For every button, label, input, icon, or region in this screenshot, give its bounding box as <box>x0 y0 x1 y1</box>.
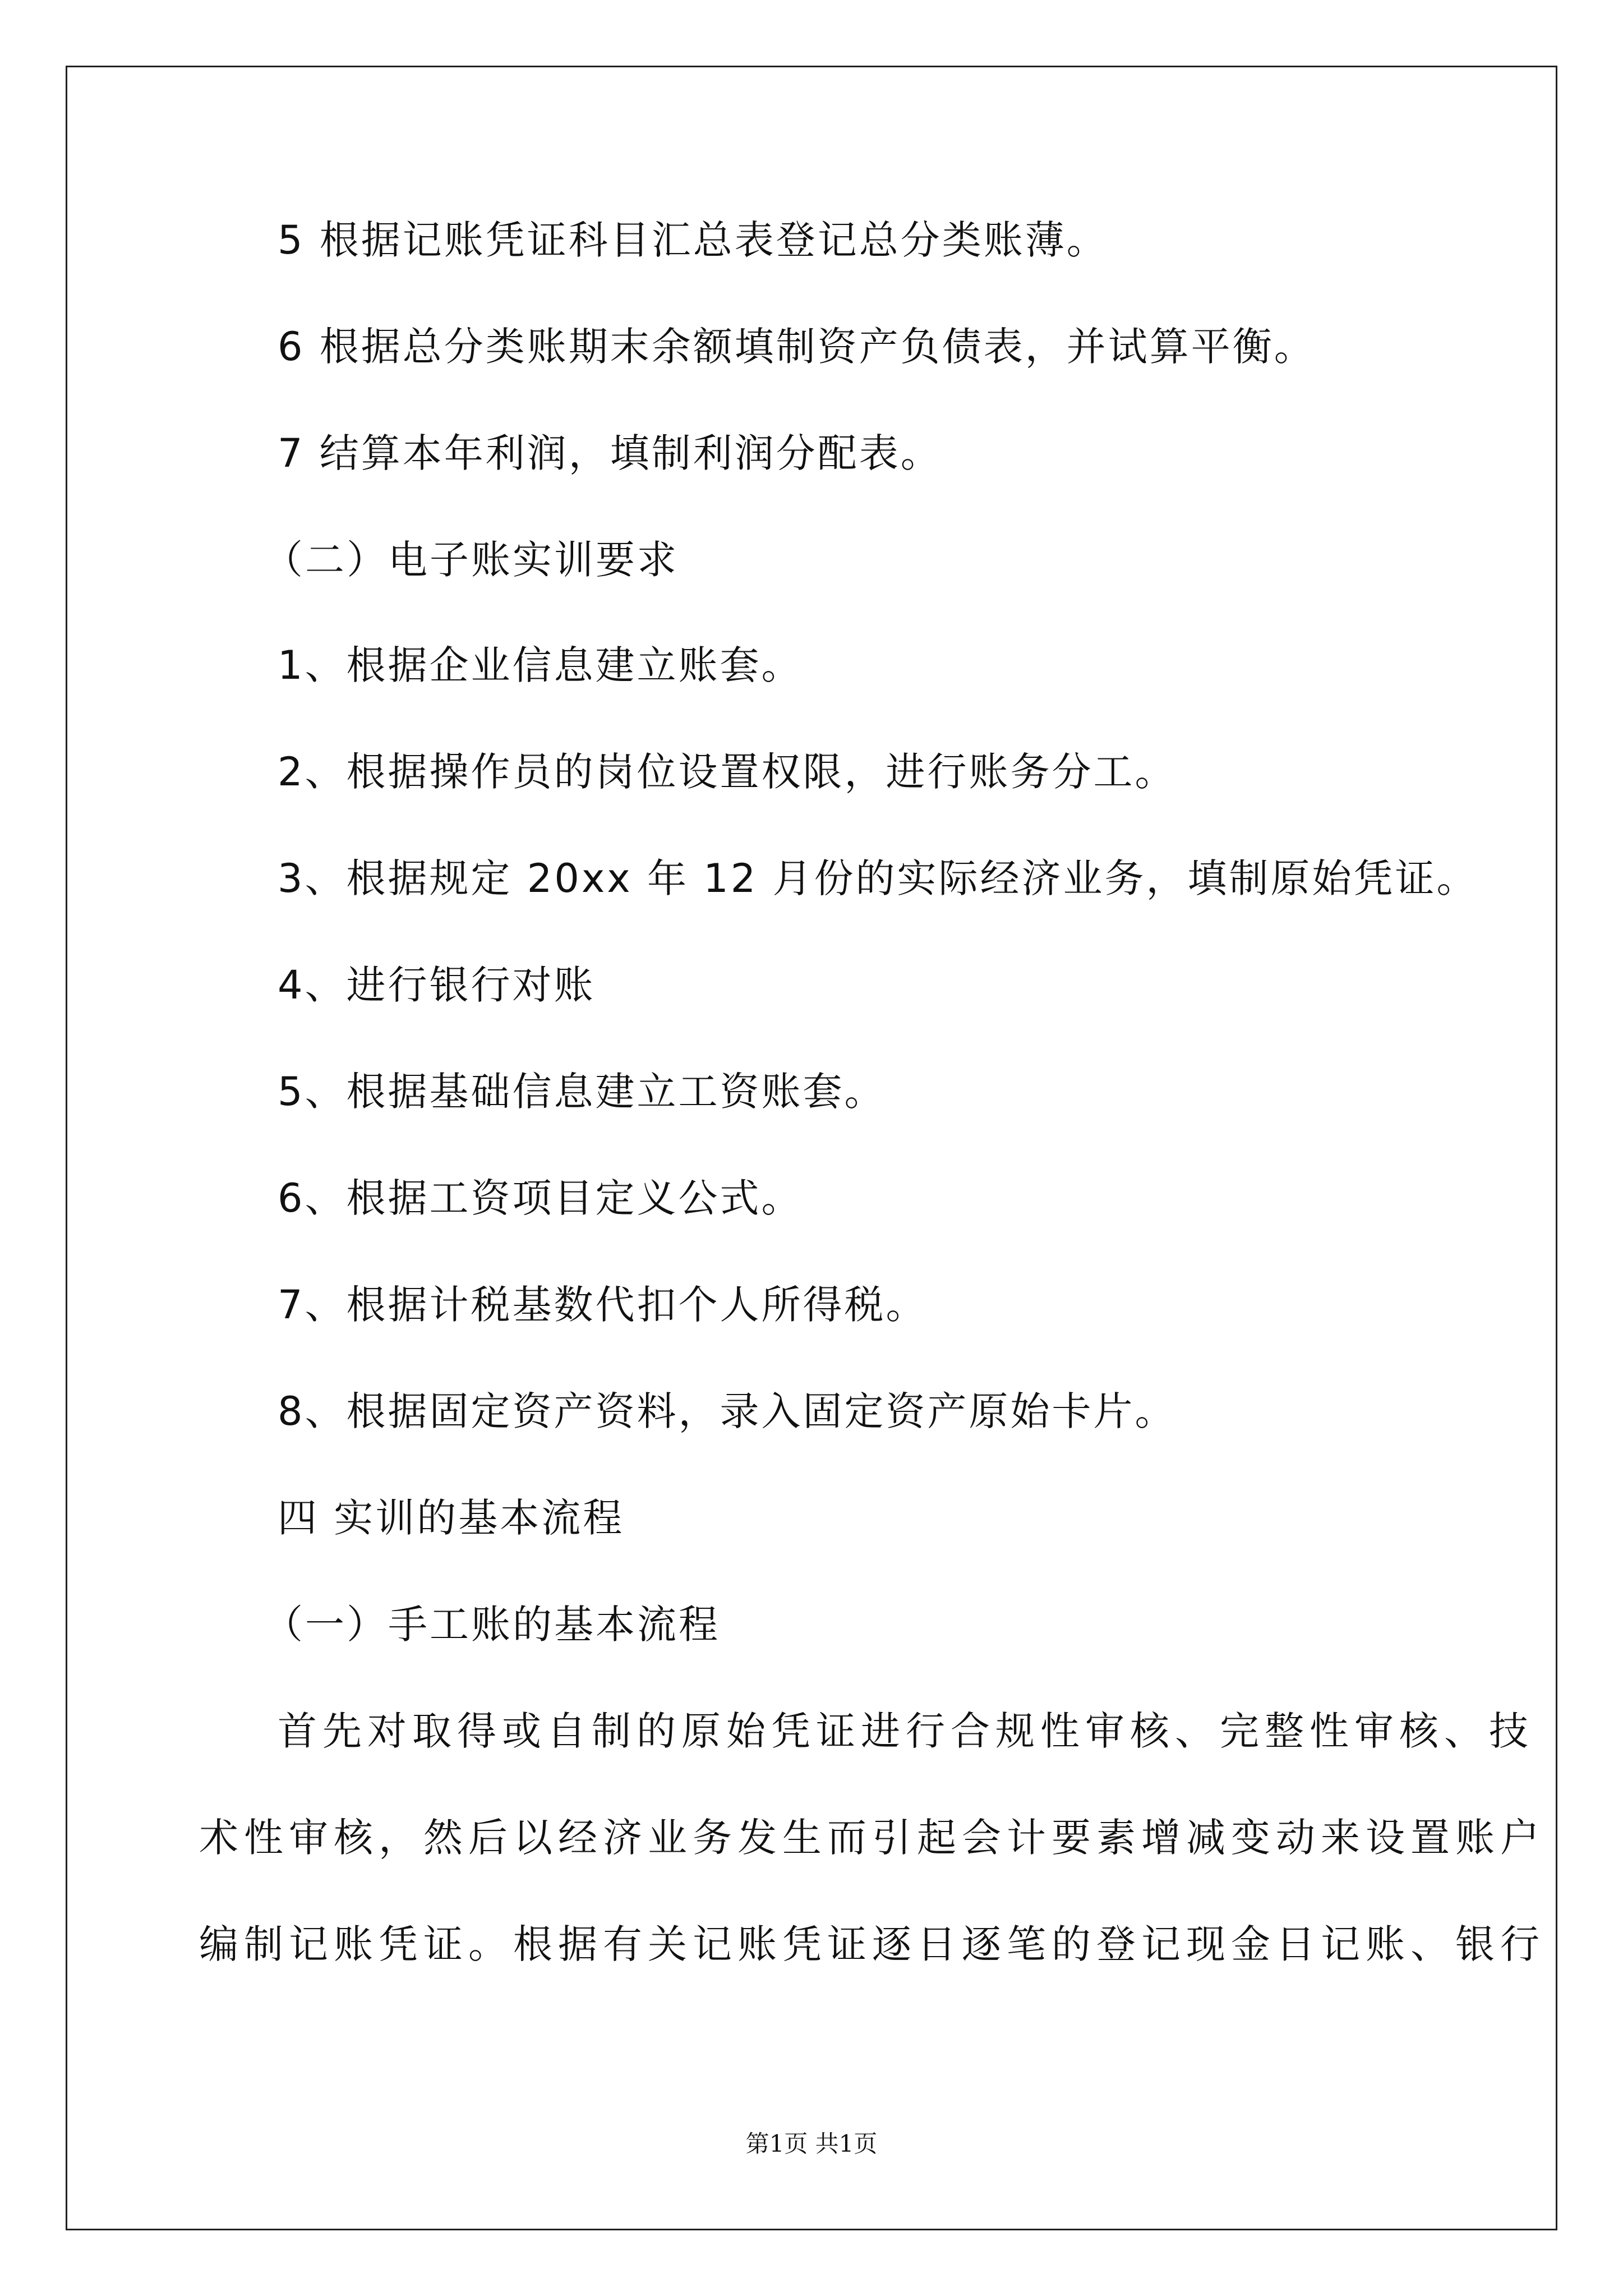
text-line-3: 7 结算本年利润，填制利润分配表。 <box>278 430 942 476</box>
section-heading-process: 四 实训的基本流程 <box>278 1495 625 1541</box>
paragraph-line-1: 首先对取得或自制的原始凭证进行合规性审核、完整性审核、技 <box>278 1708 1534 1754</box>
page-border <box>66 66 1557 2230</box>
page-footer: 第1页 共1页 <box>745 2130 878 2157</box>
paragraph-line-3: 编制记账凭证。根据有关记账凭证逐日逐笔的登记现金日记账、银行 <box>199 1921 1545 1967</box>
text-line-5: 1、根据企业信息建立账套。 <box>278 642 803 688</box>
text-line-6: 2、根据操作员的岗位设置权限，进行账务分工。 <box>278 749 1177 795</box>
text-line-2: 6 根据总分类账期末余额填制资产负债表，并试算平衡。 <box>278 324 1316 370</box>
paragraph-line-2: 术性审核，然后以经济业务发生而引起会计要素增减变动来设置账户 <box>199 1815 1545 1861</box>
text-line-8: 4、进行银行对账 <box>278 962 596 1008</box>
text-line-10: 6、根据工资项目定义公式。 <box>278 1175 803 1221</box>
section-heading-manual: （一）手工账的基本流程 <box>264 1602 720 1648</box>
text-line-7: 3、根据规定 20xx 年 12 月份的实际经济业务，填制原始凭证。 <box>278 855 1478 901</box>
text-line-11: 7、根据计税基数代扣个人所得税。 <box>278 1282 928 1328</box>
text-line-12: 8、根据固定资产资料，录入固定资产原始卡片。 <box>278 1388 1177 1434</box>
text-line-1: 5 根据记账凭证科目汇总表登记总分类账薄。 <box>278 217 1108 263</box>
section-heading-electronic: （二）电子账实训要求 <box>264 537 679 583</box>
text-line-9: 5、根据基础信息建立工资账套。 <box>278 1069 886 1115</box>
